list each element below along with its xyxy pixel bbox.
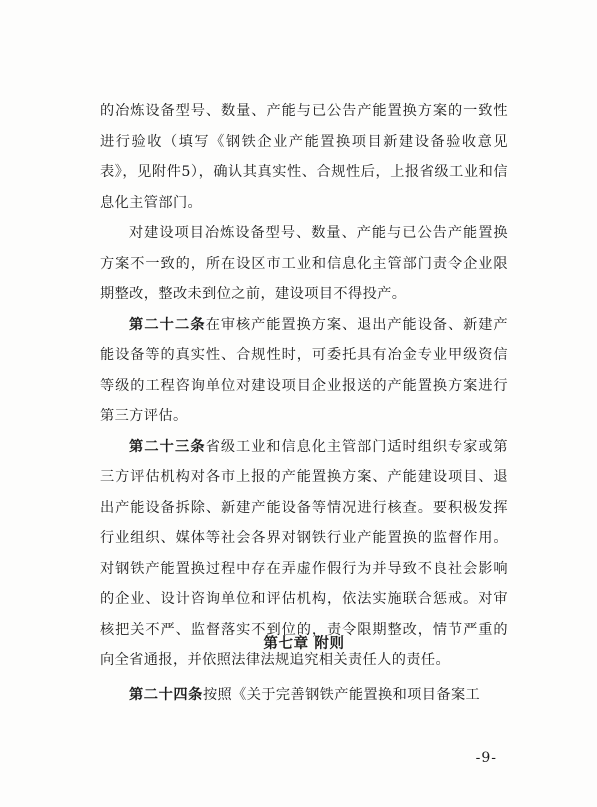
article-heading: 第二十二条 <box>129 316 206 333</box>
paragraph-text: 对建设项目冶炼设备型号、数量、产能与已公告产能置换方案不一致的，所在设区市工业和信息化主管部门责令企业限期整改，整改未到位之前，建设项目不得投产。 <box>100 225 508 302</box>
paragraph-text: 按照《关于完善钢铁产能置换和项目备案工 <box>202 687 481 703</box>
paragraph-text: 省级工业和信息化主管部门适时组织专家或第三方评估机构对各市上报的产能置换方案、产能建设项目、退出产能设备拆除、新建产能设备等情况进行核查。要积极发挥行业组织、媒体等社会各界对钢铁行业产能置换的监督作用。对钢铁产能置换过程中存在弄虚作假行为并导致不良社会影响的企业、设计咨询单位和评估机构，依法实施联合惩戒。对审核把关不严、监督落实不到位的，责令限期整改，情节严重的向全省通报，并依照法律法规追究相关责任人的责任。 <box>100 438 508 668</box>
paragraph-continuation <box>100 96 508 218</box>
paragraph-text: 的冶炼设备型号、数量、产能与已公告产能置换方案的一致性进行验收（填写《钢铁企业产能置换项目新建设备验收意见表》，见附件5），确认其真实性、合规性后，上报省级工业和信息化主管部门。 <box>100 103 508 211</box>
paragraph-text: 在审核产能置换方案、退出产能设备、新建产能设备等的真实性、合规性时，可委托具有冶金专业甲级资信等级的工程咨询单位对建设项目企业报送的产能置换方案进行第三方评估。 <box>100 316 508 424</box>
article-22 <box>100 310 508 432</box>
chapter-title: 第七章 附则 <box>263 636 345 652</box>
paragraph-noncompliance <box>100 218 508 310</box>
document-body <box>100 96 508 676</box>
article-heading: 第二十四条 <box>129 687 203 703</box>
article-24 <box>100 680 508 711</box>
article-24-paragraph <box>100 680 508 711</box>
article-heading: 第二十三条 <box>129 438 206 455</box>
page-number: -9- <box>475 750 497 766</box>
